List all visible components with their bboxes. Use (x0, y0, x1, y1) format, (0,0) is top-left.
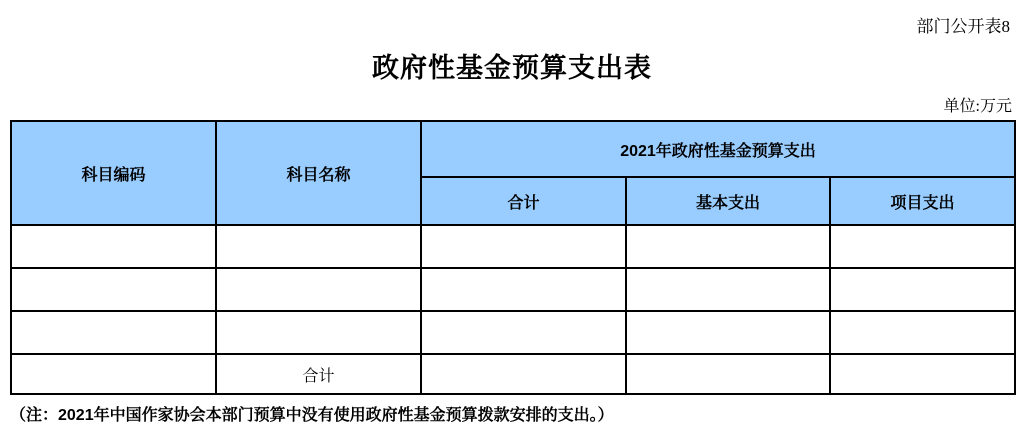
table-cell (11, 225, 216, 268)
header-subject-code: 科目编码 (11, 121, 216, 225)
table-cell (830, 354, 1015, 394)
header-row-top (11, 121, 1015, 177)
table-row (11, 311, 1015, 354)
budget-table (10, 120, 1016, 395)
table-cell (830, 268, 1015, 311)
table-cell (421, 225, 626, 268)
table-cell (421, 268, 626, 311)
header-subject-name: 科目名称 (216, 121, 421, 225)
doc-ref-label: 部门公开表8 (916, 17, 1010, 36)
header-total: 合计 (421, 177, 626, 225)
table-cell (830, 225, 1015, 268)
table-cell (216, 311, 421, 354)
table-cell (216, 268, 421, 311)
page-title: 政府性基金预算支出表 (372, 53, 652, 83)
header-project-expenditure: 项目支出 (830, 177, 1015, 225)
table-cell (626, 354, 830, 394)
header-2021-group: 2021年政府性基金预算支出 (421, 121, 1015, 177)
table-cell (421, 354, 626, 394)
table-cell (421, 311, 626, 354)
footnote: （注：2021年中国作家协会本部门预算中没有使用政府性基金预算拨款安排的支出。） (10, 407, 614, 424)
header-basic-expenditure: 基本支出 (626, 177, 830, 225)
table-cell (626, 225, 830, 268)
table-row (11, 268, 1015, 311)
table-cell-total-label: 合计 (216, 354, 421, 394)
unit-label: 单位:万元 (943, 98, 1012, 115)
table-row-total (11, 354, 1015, 394)
table-cell (11, 311, 216, 354)
table-cell (11, 354, 216, 394)
table-cell (830, 311, 1015, 354)
table-cell (216, 225, 421, 268)
table-row (11, 225, 1015, 268)
table-cell (11, 268, 216, 311)
table-cell (626, 311, 830, 354)
table-cell (626, 268, 830, 311)
